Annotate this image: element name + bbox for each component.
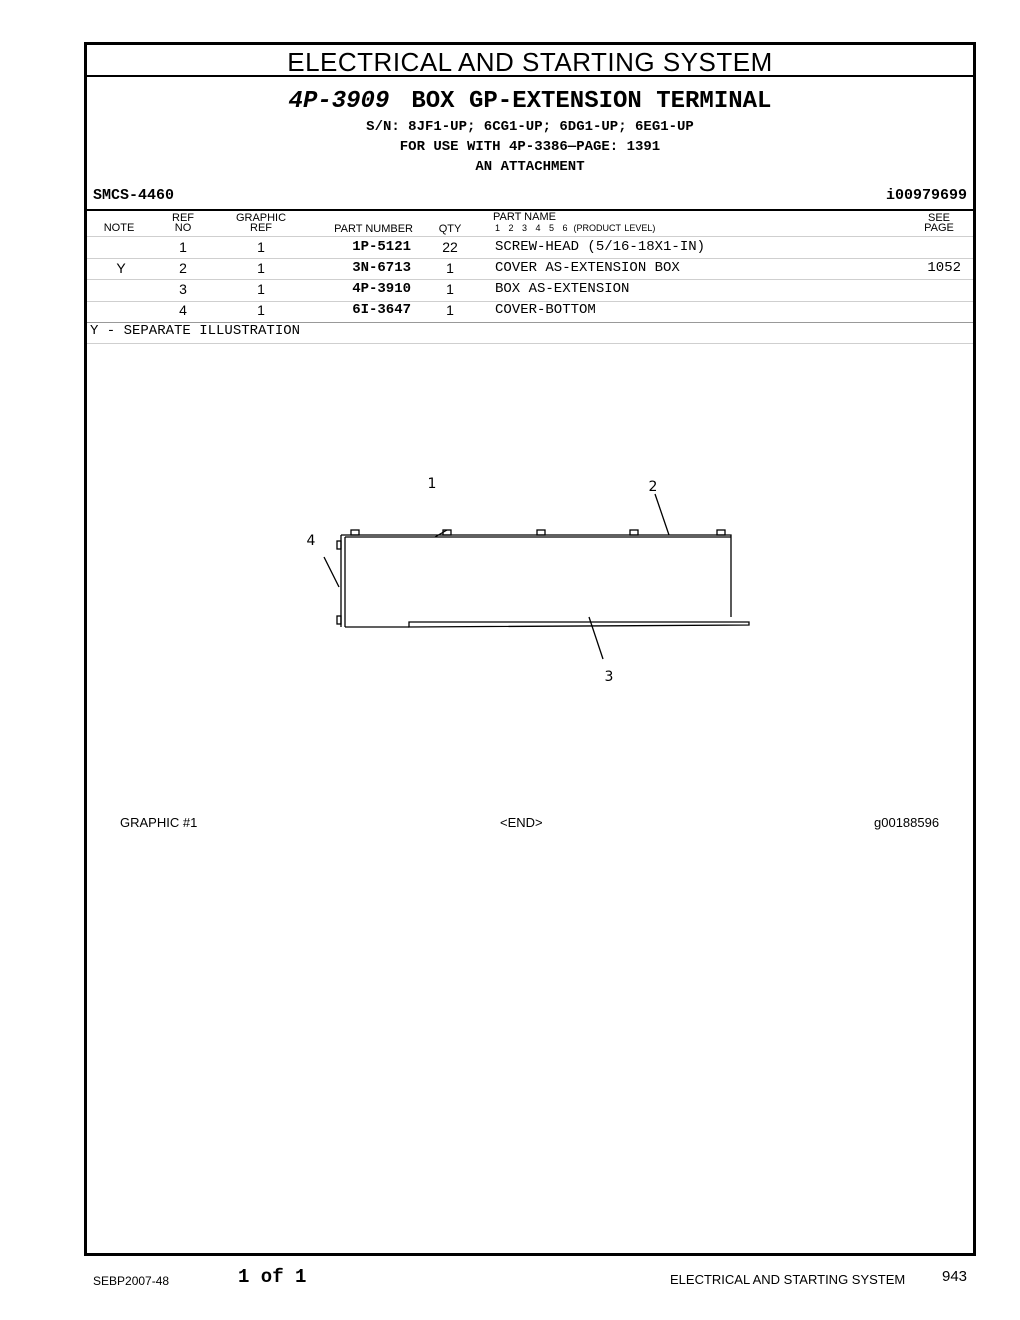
illustration-id: i00979699 <box>885 187 967 204</box>
row-part-number: 1P-5121 <box>352 239 411 255</box>
row-divider <box>87 343 973 344</box>
use-with: FOR USE WITH 4P-3386—PAGE: 1391 <box>399 139 661 155</box>
col-see-top: SEE <box>927 212 950 224</box>
footer-page-number: 943 <box>942 1268 968 1285</box>
row-part-name: SCREW-HEAD (5/16-18X1-IN) <box>495 239 706 255</box>
graphic-end: <END> <box>500 815 543 830</box>
box-illustration <box>297 475 767 685</box>
row-divider <box>87 236 973 237</box>
smcs-code: SMCS-4460 <box>93 187 175 204</box>
row-ref: 2 <box>179 260 187 276</box>
col-ref-bottom: NO <box>174 222 192 234</box>
row-note: Y <box>116 260 126 276</box>
callout-2: 2 <box>648 479 658 495</box>
row-part-number: 3N-6713 <box>352 260 411 276</box>
footer-page-of: 1 of 1 <box>238 1266 307 1288</box>
col-note: NOTE <box>103 222 135 234</box>
separate-illustration-note: Y - SEPARATE ILLUSTRATION <box>90 323 301 339</box>
row-ref: 3 <box>179 281 187 297</box>
callout-3: 3 <box>604 669 614 685</box>
group-name: BOX GP-EXTENSION TERMINAL <box>411 88 772 115</box>
graphic-label: GRAPHIC #1 <box>120 815 198 830</box>
col-qty: QTY <box>438 223 462 235</box>
footer-section: ELECTRICAL AND STARTING SYSTEM <box>670 1272 906 1287</box>
col-graphic-bottom: REF <box>250 222 272 234</box>
row-part-name: COVER AS-EXTENSION BOX <box>495 260 680 276</box>
col-part-name: PART NAME <box>493 211 556 223</box>
row-qty: 1 <box>446 281 454 297</box>
callout-1: 1 <box>427 476 437 492</box>
graphic-id: g00188596 <box>874 815 940 830</box>
level-numbers: 1 2 3 4 5 6 <box>495 223 568 233</box>
group-part-number: 4P-3909 <box>288 88 390 115</box>
page-frame <box>84 42 976 1256</box>
product-level-label: (PRODUCT LEVEL) <box>573 223 656 233</box>
callout-4: 4 <box>306 533 316 549</box>
col-graphic-top: GRAPHIC <box>235 212 287 224</box>
row-see-page[interactable]: 1052 <box>927 260 961 276</box>
row-graphic-ref: 1 <box>257 281 265 297</box>
row-graphic-ref: 1 <box>257 260 265 276</box>
row-graphic-ref: 1 <box>257 239 265 255</box>
section-title: ELECTRICAL AND STARTING SYSTEM <box>87 45 973 77</box>
row-qty: 22 <box>442 239 458 255</box>
serial-numbers: S/N: 8JF1-UP; 6CG1-UP; 6DG1-UP; 6EG1-UP <box>366 119 694 135</box>
attachment-note: AN ATTACHMENT <box>475 159 585 175</box>
row-qty: 1 <box>446 260 454 276</box>
row-graphic-ref: 1 <box>257 302 265 318</box>
row-part-number: 6I-3647 <box>352 302 411 318</box>
footer-doc-id: SEBP2007-48 <box>93 1274 170 1288</box>
row-qty: 1 <box>446 302 454 318</box>
row-ref: 4 <box>179 302 187 318</box>
col-see-bottom: PAGE <box>924 222 954 234</box>
row-part-name: COVER-BOTTOM <box>495 302 596 318</box>
group-title <box>87 89 973 115</box>
row-ref: 1 <box>179 239 187 255</box>
col-part-number: PART NUMBER <box>334 223 413 235</box>
row-part-name: BOX AS-EXTENSION <box>495 281 630 297</box>
row-part-number: 4P-3910 <box>352 281 411 297</box>
col-product-levels <box>495 223 655 233</box>
col-ref-top: REF <box>172 212 194 224</box>
